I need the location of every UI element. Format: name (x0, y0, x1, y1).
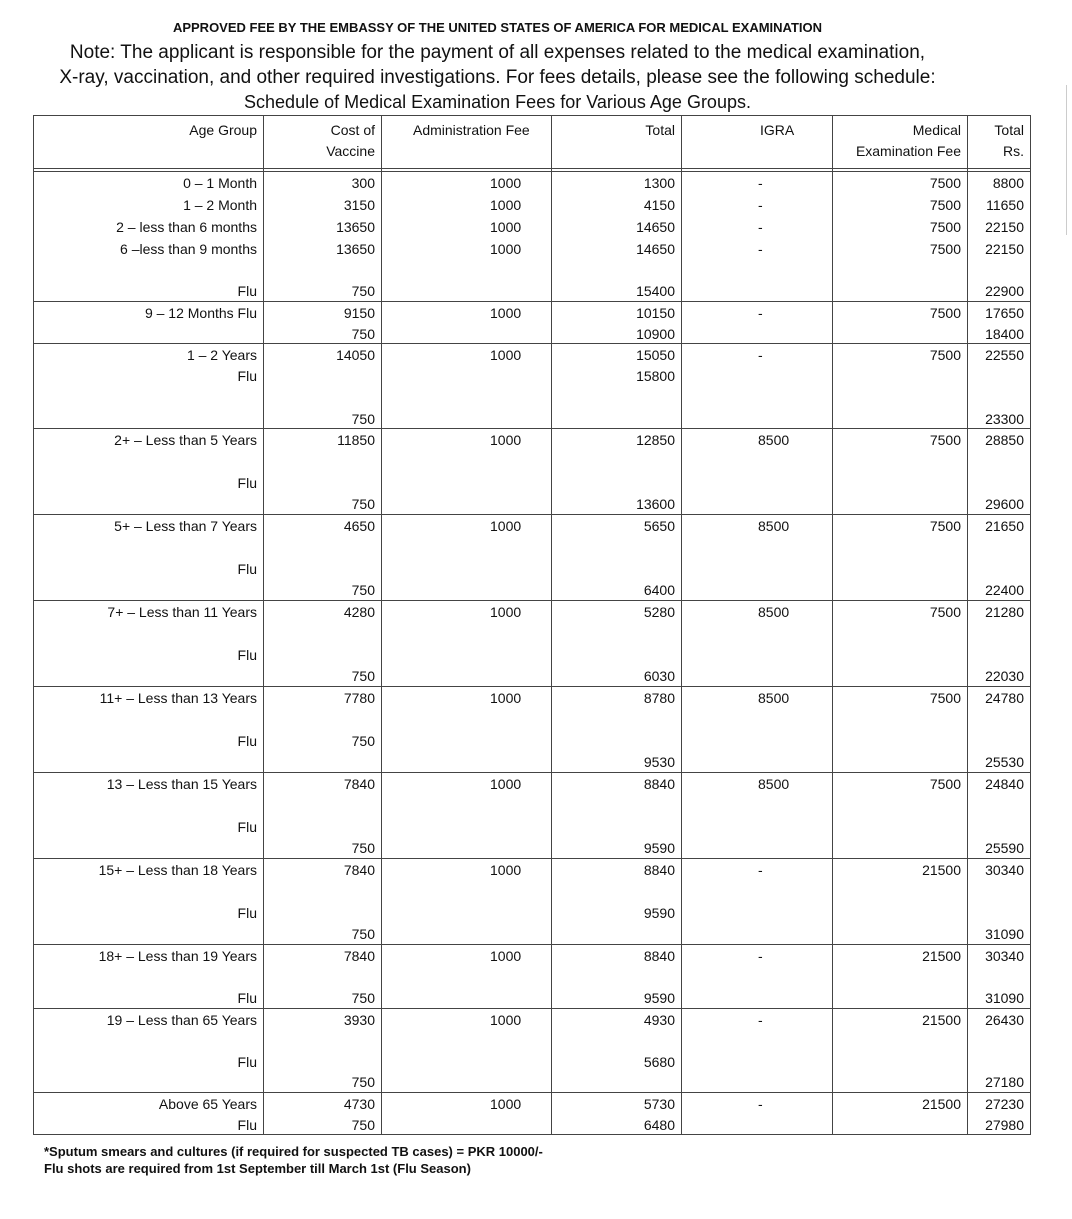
cell-age-group: Flu (237, 732, 257, 749)
table-row (34, 472, 1031, 515)
cell-igra: - (758, 218, 763, 235)
cell-igra: - (758, 175, 763, 191)
cell-total-rs: 24840 (985, 776, 1024, 792)
table-row (34, 687, 1031, 730)
table-row (34, 365, 1031, 408)
cell-total: 8840 (643, 862, 675, 878)
col-medical: Medical (912, 122, 961, 138)
cell-admin-fee: 1000 (490, 862, 522, 878)
cell-total: 5280 (643, 604, 675, 620)
cell-total-rs: 21280 (985, 604, 1024, 620)
table-row (34, 1051, 1031, 1093)
cell-igra: 8500 (758, 518, 790, 534)
col-admin-fee: Administration Fee (413, 122, 530, 138)
cell-total-rs: 24780 (985, 690, 1024, 706)
cell-total-rs: 25530 (985, 753, 1024, 770)
table-row (34, 172, 1031, 194)
table-row (34, 902, 1031, 945)
cell-medical-fee: 21500 (922, 948, 961, 964)
header-row (34, 116, 1031, 169)
cell-total: 9530 (643, 753, 675, 770)
cell-age-group: 18+ – Less than 19 Years (98, 948, 257, 964)
cell-admin-fee: 1000 (490, 218, 522, 235)
cell-age-group: Above 65 Years (158, 1096, 257, 1112)
table-row (34, 216, 1031, 238)
cell-total-rs: 27180 (985, 1073, 1024, 1090)
cell-total-rs: 25590 (985, 839, 1024, 856)
table-row (34, 429, 1031, 472)
cell-medical-fee: 7500 (929, 175, 961, 191)
cell-vaccine-cost: 3930 (343, 1012, 375, 1028)
cell-total-rs: 29600 (985, 495, 1024, 512)
cell-total-rs: 28850 (985, 432, 1024, 448)
col-rs: Rs. (1003, 143, 1024, 159)
cell-medical-fee: 7500 (929, 518, 961, 534)
cell-age-group: 0 – 1 Month (183, 175, 257, 191)
cell-total: 14650 (636, 218, 675, 235)
cell-age-group: 15+ – Less than 18 Years (98, 862, 257, 878)
cell-admin-fee: 1000 (490, 347, 522, 363)
table-row (34, 816, 1031, 859)
cell-total: 15400 (636, 282, 675, 299)
cell-total-rs: 11650 (986, 196, 1024, 213)
cell-admin-fee: 1000 (490, 175, 522, 191)
cell-admin-fee: 1000 (490, 1012, 522, 1028)
cell-total: 6030 (643, 667, 675, 684)
cell-total: 15800 (636, 367, 675, 384)
cell-vaccine-cost: 300 (351, 175, 375, 191)
cell-total: 8780 (643, 690, 675, 706)
cell-igra: - (758, 1012, 763, 1028)
cell-total-rs: 17650 (985, 305, 1024, 321)
table-row (34, 515, 1031, 558)
cell-vaccine-cost: 13650 (336, 240, 375, 257)
cell-vaccine-cost: 750 (351, 839, 375, 856)
cell-vaccine-cost: 13650 (336, 218, 375, 235)
cell-admin-fee: 1000 (490, 604, 522, 620)
cell-total-rs: 27230 (985, 1096, 1024, 1112)
cell-age-group: Flu (237, 367, 257, 384)
table-row (34, 238, 1031, 280)
cell-medical-fee: 7500 (929, 604, 961, 620)
cell-age-group: Flu (237, 646, 257, 663)
cell-igra: 8500 (758, 432, 790, 448)
table-row (34, 1093, 1031, 1114)
cell-age-group: Flu (237, 989, 257, 1006)
table-row (34, 408, 1031, 429)
cell-age-group: Flu (237, 904, 257, 921)
cell-total: 5680 (643, 1053, 675, 1070)
cell-age-group: Flu (237, 1053, 257, 1070)
cell-total-rs: 31090 (985, 989, 1024, 1006)
table-row (34, 859, 1031, 902)
cell-total-rs: 22550 (985, 347, 1024, 363)
cell-vaccine-cost: 7840 (343, 948, 375, 964)
cell-total: 13600 (636, 495, 675, 512)
cell-admin-fee: 1000 (490, 240, 522, 257)
cell-total: 8840 (643, 776, 675, 792)
cell-total-rs: 26430 (985, 1012, 1024, 1028)
cell-admin-fee: 1000 (490, 518, 522, 534)
cell-total: 1300 (643, 175, 675, 191)
col-cost-of: Cost of (330, 122, 375, 138)
note-line-2: X-ray, vaccination, and other required investigations. For fees details, please see the following schedule: (59, 67, 936, 88)
cell-total: 10900 (636, 325, 675, 342)
cell-admin-fee: 1000 (490, 690, 522, 706)
table-row (34, 344, 1031, 365)
cell-vaccine-cost: 750 (351, 667, 375, 684)
cell-vaccine-cost: 750 (351, 732, 375, 749)
cell-vaccine-cost: 7780 (343, 690, 375, 706)
cell-total-rs: 31090 (985, 925, 1024, 942)
cell-vaccine-cost: 14050 (336, 347, 375, 363)
cell-total-rs: 22150 (985, 218, 1024, 235)
note-line-1: Note: The applicant is responsible for the payment of all expenses related to the medical examination, (69, 42, 926, 63)
cell-total: 15050 (636, 347, 675, 363)
cell-igra: - (758, 347, 763, 363)
cell-age-group: 9 – 12 Months Flu (144, 305, 257, 321)
cell-age-group: 19 – Less than 65 Years (106, 1012, 257, 1028)
cell-total: 14650 (636, 240, 675, 257)
table-row (34, 644, 1031, 687)
cell-vaccine-cost: 750 (351, 925, 375, 942)
cell-total: 6400 (643, 581, 675, 598)
col-total: Total (645, 122, 675, 138)
cell-vaccine-cost: 750 (351, 325, 375, 342)
cell-medical-fee: 7500 (929, 690, 961, 706)
table-row (34, 194, 1031, 216)
cell-total-rs: 27980 (985, 1116, 1024, 1133)
cell-total: 5730 (643, 1096, 675, 1112)
cell-vaccine-cost: 750 (351, 495, 375, 512)
col-total-rs: Total (994, 122, 1024, 138)
cell-admin-fee: 1000 (490, 196, 522, 213)
cell-vaccine-cost: 7840 (343, 862, 375, 878)
table-row (34, 987, 1031, 1009)
cell-admin-fee: 1000 (490, 948, 522, 964)
cell-admin-fee: 1000 (490, 305, 522, 321)
cell-igra: 8500 (758, 604, 790, 620)
cell-igra: - (758, 196, 763, 213)
cell-total-rs: 23300 (985, 410, 1024, 427)
table-row (34, 323, 1031, 344)
cell-medical-fee: 7500 (929, 196, 961, 213)
cell-medical-fee: 7500 (929, 240, 961, 257)
fee-table (33, 115, 1031, 1135)
cell-age-group: Flu (237, 560, 257, 577)
cell-vaccine-cost: 7840 (343, 776, 375, 792)
cell-total-rs: 8800 (992, 175, 1024, 191)
cell-igra: - (758, 948, 763, 964)
table-row (34, 1114, 1031, 1135)
cell-total: 9590 (643, 989, 675, 1006)
cell-vaccine-cost: 11850 (337, 432, 375, 448)
cell-age-group: 11+ – Less than 13 Years (99, 690, 257, 706)
col-exam-fee: Examination Fee (855, 143, 961, 159)
cell-total-rs: 22030 (985, 667, 1024, 684)
cell-vaccine-cost: 750 (351, 282, 375, 299)
cell-total-rs: 18400 (985, 325, 1024, 342)
cell-vaccine-cost: 750 (351, 581, 375, 598)
cell-vaccine-cost: 4730 (343, 1096, 375, 1112)
cell-total-rs: 22900 (985, 282, 1024, 299)
cell-total: 9590 (643, 839, 675, 856)
cell-igra: - (758, 862, 763, 878)
col-age-group: Age Group (189, 122, 257, 138)
cell-igra: 8500 (758, 690, 790, 706)
footer-notes (44, 1143, 543, 1177)
cell-age-group: 1 – 2 Month (183, 196, 257, 213)
cell-medical-fee: 21500 (922, 1096, 961, 1112)
col-igra: IGRA (760, 122, 795, 138)
cell-vaccine-cost: 4280 (343, 604, 375, 620)
cell-igra: - (758, 240, 763, 257)
note-text (0, 40, 995, 90)
cell-age-group: Flu (237, 818, 257, 835)
cell-age-group: 7+ – Less than 11 Years (107, 604, 257, 620)
cell-medical-fee: 21500 (922, 1012, 961, 1028)
table-row (34, 773, 1031, 816)
cell-igra: - (758, 1096, 763, 1112)
cell-vaccine-cost: 750 (351, 1073, 375, 1090)
cell-medical-fee: 7500 (929, 305, 961, 321)
scrollbar-edge[interactable] (1066, 85, 1072, 235)
cell-age-group: 5+ – Less than 7 Years (114, 518, 257, 534)
cell-total: 9590 (643, 904, 675, 921)
cell-total: 10150 (636, 305, 675, 321)
table-row (34, 945, 1031, 987)
fee-table-body (34, 116, 1031, 1135)
cell-vaccine-cost: 4650 (343, 518, 375, 534)
footer-sputum-note: *Sputum smears and cultures (if required for suspected TB cases) = PKR 10000/- (44, 1144, 543, 1159)
table-row (34, 1009, 1031, 1051)
cell-total: 6480 (643, 1116, 675, 1133)
cell-total-rs: 22400 (985, 581, 1024, 598)
cell-age-group: 2 – less than 6 months (116, 218, 257, 235)
cell-total: 4150 (643, 196, 675, 213)
table-row (34, 280, 1031, 302)
table-row (34, 601, 1031, 644)
cell-vaccine-cost: 750 (351, 410, 375, 427)
cell-vaccine-cost: 9150 (343, 305, 375, 321)
cell-total-rs: 30340 (985, 948, 1024, 964)
cell-medical-fee: 21500 (922, 862, 961, 878)
cell-age-group: Flu (237, 282, 257, 299)
cell-admin-fee: 1000 (490, 1096, 522, 1112)
cell-vaccine-cost: 3150 (343, 196, 375, 213)
cell-igra: 8500 (758, 776, 790, 792)
cell-medical-fee: 7500 (929, 218, 961, 235)
cell-total-rs: 21650 (985, 518, 1024, 534)
cell-admin-fee: 1000 (490, 776, 522, 792)
cell-age-group: 2+ – Less than 5 Years (114, 432, 257, 448)
cell-vaccine-cost: 750 (351, 989, 375, 1006)
cell-total: 12850 (636, 432, 675, 448)
cell-vaccine-cost: 750 (351, 1116, 375, 1133)
table-row (34, 558, 1031, 601)
cell-total-rs: 30340 (985, 862, 1024, 878)
cell-age-group: 6 –less than 9 months (120, 240, 257, 257)
cell-age-group: 1 – 2 Years (186, 347, 257, 363)
cell-admin-fee: 1000 (490, 432, 522, 448)
cell-igra: - (758, 305, 763, 321)
schedule-title: Schedule of Medical Examination Fees for Various Age Groups. (244, 92, 751, 112)
col-vaccine: Vaccine (326, 143, 375, 159)
cell-medical-fee: 7500 (929, 432, 961, 448)
cell-total: 8840 (643, 948, 675, 964)
cell-age-group: Flu (237, 474, 257, 491)
cell-medical-fee: 7500 (929, 776, 961, 792)
cell-total-rs: 22150 (985, 240, 1024, 257)
table-row (34, 302, 1031, 323)
page-title: APPROVED FEE BY THE EMBASSY OF THE UNITED STATES OF AMERICA FOR MEDICAL EXAMINATION (172, 20, 823, 35)
cell-age-group: 13 – Less than 15 Years (106, 776, 257, 792)
cell-total: 4930 (643, 1012, 675, 1028)
table-row (34, 730, 1031, 773)
cell-age-group: Flu (237, 1116, 257, 1133)
cell-total: 5650 (643, 518, 675, 534)
cell-medical-fee: 7500 (929, 347, 961, 363)
footer-flu-note: Flu shots are required from 1st September till March 1st (Flu Season) (44, 1161, 471, 1176)
